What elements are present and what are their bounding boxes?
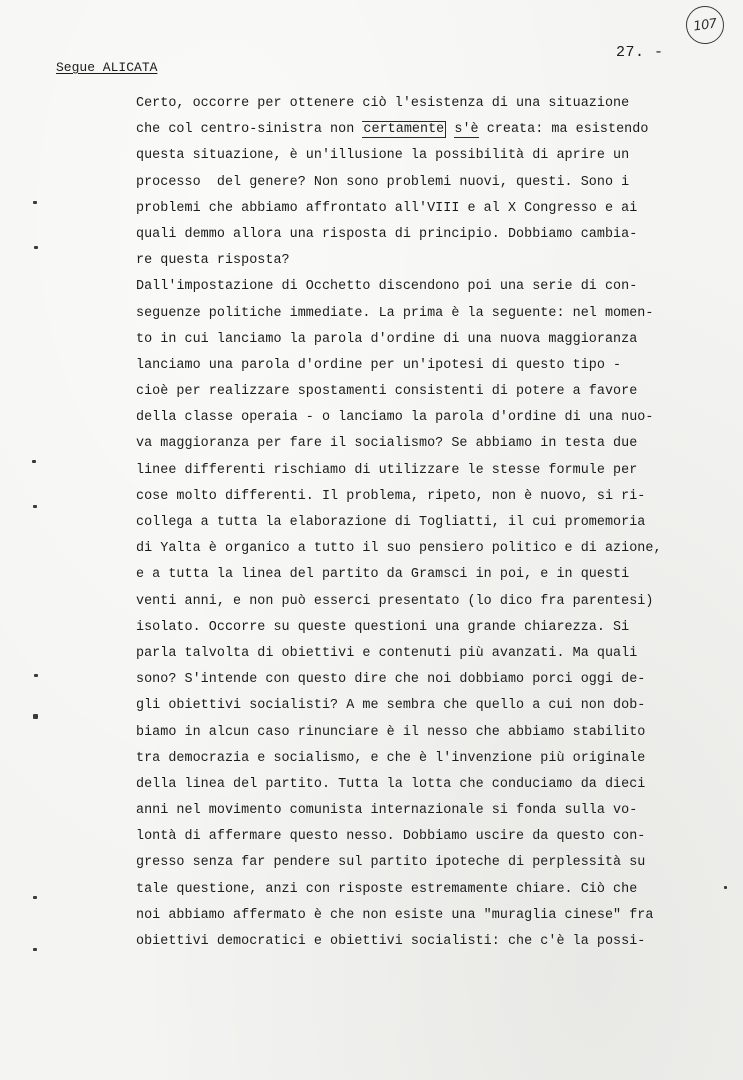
underlined-word: s'è: [454, 122, 479, 138]
margin-mark: [33, 948, 37, 951]
text-line: processo del genere? Non sono problemi nuovi, questi. Sono i: [136, 174, 630, 190]
text-line: obiettivi democratici e obiettivi socialisti: che c'è la possi-: [136, 934, 646, 949]
margin-mark: [33, 201, 37, 204]
text-line: gresso senza far pendere sul partito ipoteche di perplessità su: [136, 855, 646, 871]
text-line: di Yalta è organico a tutto il suo pensiero politico e di azione,: [136, 541, 662, 557]
text-line: re questa risposta?: [136, 253, 290, 269]
text-line: quali demmo allora una risposta di principio. Dobbiamo cambia-: [136, 226, 638, 242]
text-line: seguenze politiche immediate. La prima è la seguente: nel momen-: [136, 305, 654, 321]
text-line: Dall'impostazione di Occhetto discendono poi una serie di con-: [136, 279, 638, 295]
text-line: anni nel movimento comunista internazionale si fonda sulla vo-: [136, 803, 638, 819]
text-line: biamo in alcun caso rinunciare è il nesso che abbiamo stabilito: [136, 724, 646, 740]
text-line: che col centro-sinistra non certamente s'è creata: ma esistendo: [136, 122, 649, 138]
text-line: cioè per realizzare spostamenti consistenti di potere a favore: [136, 384, 638, 400]
page-number: 27. -: [616, 44, 664, 61]
text-line: collega a tutta la elaborazione di Togliatti, il cui promemoria: [136, 515, 646, 530]
margin-mark: [724, 886, 727, 889]
text-line: isolato. Occorre su queste questioni una grande chiarezza. Si: [136, 619, 630, 635]
text-line: questa situazione, è un'illusione la possibilità di aprire un: [136, 148, 630, 164]
text-line: Certo, occorre per ottenere ciò l'esistenza di una situazione: [136, 96, 630, 111]
text-line: sono? S'intende con questo dire che noi dobbiamo porci oggi de-: [136, 672, 646, 688]
text-line: linee differenti rischiamo di utilizzare le stesse formule per: [136, 462, 638, 478]
text-line: noi abbiamo affermato è che non esiste una "muraglia cinese" fra: [136, 907, 654, 923]
text-line: della classe operaia - o lanciamo la parola d'ordine di una nuo-: [136, 410, 654, 426]
margin-mark: [34, 674, 38, 677]
margin-mark: [33, 714, 38, 719]
archive-stamp: 107: [684, 4, 727, 47]
text-line: gli obiettivi socialisti? A me sembra che quello a cui non dob-: [136, 698, 646, 714]
text-line: va maggioranza per fare il socialismo? Se abbiamo in testa due: [136, 436, 638, 452]
margin-mark: [32, 460, 36, 463]
margin-mark: [34, 246, 38, 249]
text-line: tale questione, anzi con risposte estremamente chiare. Ciò che: [136, 881, 638, 897]
boxed-word: certamente: [363, 122, 445, 138]
text-line: cose molto differenti. Il problema, ripeto, non è nuovo, si ri-: [136, 488, 646, 504]
text-line: to in cui lanciamo la parola d'ordine di una nuova maggioranza: [136, 331, 638, 347]
text-line: lontà di affermare questo nesso. Dobbiamo uscire da questo con-: [136, 829, 646, 845]
text-line: lanciamo una parola d'ordine per un'ipotesi di questo tipo -: [136, 357, 622, 373]
speaker-header: Segue ALICATA: [56, 60, 158, 75]
text-line: parla talvolta di obiettivi e contenuti più avanzati. Ma quali: [136, 645, 638, 661]
text-line: venti anni, e non può esserci presentato (lo dico fra parentesi): [136, 593, 654, 609]
text-line: della linea del partito. Tutta la lotta che conduciamo da dieci: [136, 776, 646, 792]
text-line: problemi che abbiamo affrontato all'VIII e al X Congresso e ai: [136, 200, 638, 216]
text-line: tra democrazia e socialismo, e che è l'invenzione più originale: [136, 750, 646, 766]
margin-mark: [33, 505, 37, 508]
text-line: e a tutta la linea del partito da Gramsci in poi, e in questi: [136, 567, 630, 583]
document-body: [136, 91, 711, 955]
margin-mark: [33, 896, 37, 899]
